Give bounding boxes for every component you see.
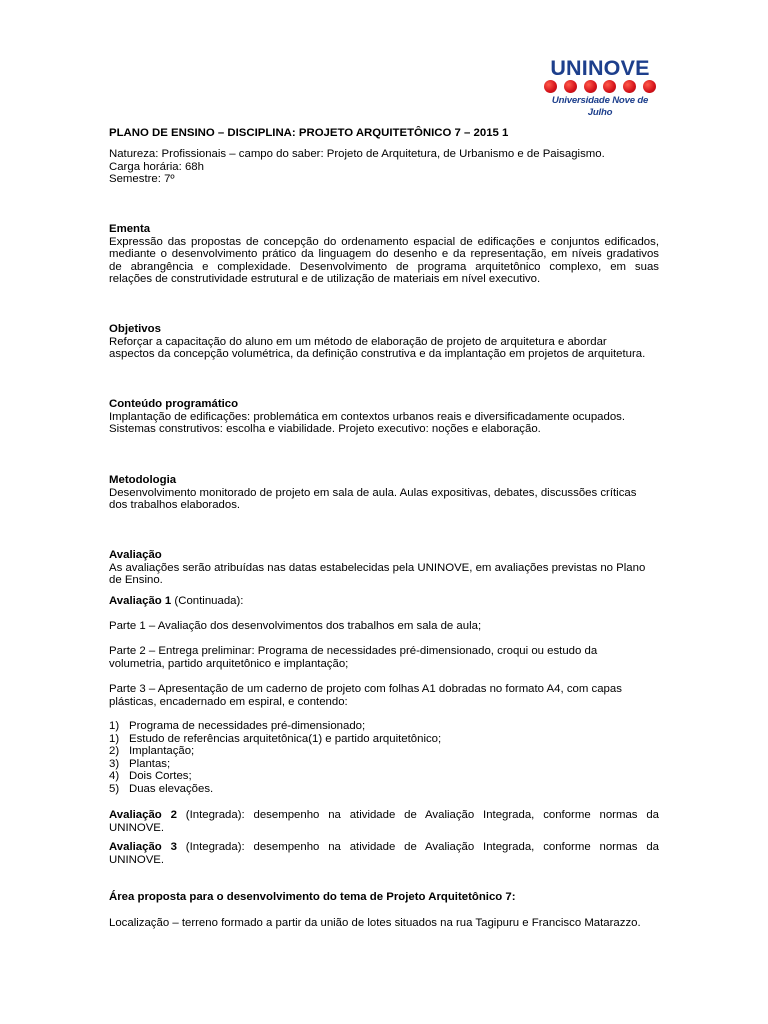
ementa-line: Expressão das propostas de concepção do ordenamento espacial de edificações e conjuntos edificados, (109, 235, 659, 248)
list-item-text: Dois Cortes; (129, 770, 192, 783)
logo-dot (643, 80, 656, 93)
list-item (109, 770, 659, 783)
conteudo-heading: Conteúdo programático (109, 398, 239, 410)
avaliacao-2-text: (Integrada): desempenho na atividade de Avaliação Integrada, conforme normas da (176, 809, 659, 821)
carga-horaria-line: Carga horária: 68h (109, 160, 204, 173)
metodologia-line: dos trabalhos elaborados. (109, 499, 241, 512)
logo-dot (623, 80, 636, 93)
objetivos-line: aspectos da concepção volumétrica, da definição construtiva e da implantação em projetos de arquitetura. (109, 348, 646, 361)
list-item (109, 783, 659, 796)
list-item-number: 1) (109, 720, 120, 732)
list-item (109, 758, 659, 771)
avaliacao-2-line (109, 809, 659, 822)
list-item-text: Implantação; (129, 745, 195, 758)
parte-3-line: Parte 3 – Apresentação de um caderno de projeto com folhas A1 dobradas no formato A4, com capas (109, 683, 622, 695)
caderno-contents-list (109, 720, 659, 796)
list-item-number: 5) (109, 782, 120, 795)
ementa-section (109, 223, 659, 286)
objetivos-line: Reforçar a capacitação do aluno em um método de elaboração de projeto de arquitetura e abordar (109, 335, 607, 348)
metodologia-line: Desenvolvimento monitorado de projeto em sala de aula. Aulas expositivas, debates, discussões críticas (109, 486, 637, 499)
avaliacao-3 (109, 841, 659, 866)
avaliacao-1 (109, 595, 659, 608)
ementa-line: de abrangência e complexidade. Desenvolvimento de programa arquitetônico complexo, em suas (109, 260, 659, 273)
logo-brand-text: UNINOVE (550, 56, 650, 80)
ementa-line: mediante o desenvolvimento prático da linguagem do desenho e da representação, em níveis gradativos (109, 248, 659, 261)
avaliacao-1-label: Avaliação 1 (109, 595, 172, 607)
parte-2-line: volumetria, partido arquitetônico e implantação; (109, 657, 349, 670)
logo-dots (544, 80, 656, 94)
list-item-number: 4) (109, 770, 120, 783)
logo-dot (564, 80, 577, 93)
objetivos-heading: Objetivos (109, 323, 161, 335)
metodologia-heading: Metodologia (109, 474, 177, 486)
course-info (109, 148, 659, 186)
conteudo-line: Sistemas construtivos: escolha e viabilidade. Projeto executivo: noções e elaboração. (109, 423, 541, 436)
parte-2 (109, 645, 659, 670)
avaliacao-2-line: UNINOVE. (109, 821, 165, 834)
list-item-text: Duas elevações. (129, 782, 214, 795)
avaliacao-2-label: Avaliação 2 (109, 809, 177, 821)
avaliacao-3-line: UNINOVE. (109, 853, 165, 866)
uninove-logo (542, 56, 658, 118)
list-item (109, 720, 659, 733)
parte-3 (109, 683, 659, 708)
parte-2-line: Parte 2 – Entrega preliminar: Programa de necessidades pré-dimensionado, croqui ou estudo da (109, 645, 598, 657)
list-item-number: 2) (109, 745, 120, 758)
parte-1-text: Parte 1 – Avaliação dos desenvolvimentos dos trabalhos em sala de aula; (109, 620, 482, 632)
area-heading: Área proposta para o desenvolvimento do tema de Projeto Arquitetônico 7: (109, 891, 516, 903)
list-item-text: Estudo de referências arquitetônica(1) e partido arquitetônico; (129, 732, 442, 745)
avaliacao-1-type: (Continuada): (171, 595, 244, 607)
area-section (109, 891, 659, 904)
list-item-text: Programa de necessidades pré-dimensionado; (129, 720, 366, 732)
logo-dot (584, 80, 597, 93)
avaliacao-3-label: Avaliação 3 (109, 841, 177, 853)
list-item-text: Plantas; (129, 757, 171, 770)
localizacao-text: Localização – terreno formado a partir da união de lotes situados na rua Tagipuru e Francisco Matarazzo. (109, 917, 641, 929)
document-header (109, 127, 659, 140)
ementa-heading: Ementa (109, 223, 151, 235)
conteudo-section (109, 398, 659, 436)
list-item-number: 3) (109, 757, 120, 770)
avaliacao-intro-line: As avaliações serão atribuídas nas datas estabelecidas pela UNINOVE, em avaliações previstas no Plano (109, 561, 646, 574)
list-item (109, 745, 659, 758)
localizacao (109, 917, 659, 930)
logo-subtitle: Universidade Nove de Julho (551, 95, 649, 118)
list-item (109, 733, 659, 746)
metodologia-section (109, 474, 659, 512)
list-item-number: 1) (109, 732, 120, 745)
avaliacao-3-text: (Integrada): desempenho na atividade de Avaliação Integrada, conforme normas da (176, 841, 659, 853)
natureza-line: Natureza: Profissionais – campo do saber: Projeto de Arquitetura, de Urbanismo e de Paisagismo. (109, 148, 605, 160)
objetivos-section (109, 323, 659, 361)
avaliacao-2 (109, 809, 659, 834)
avaliacao-heading: Avaliação (109, 549, 162, 561)
parte-1 (109, 620, 659, 633)
avaliacao-section (109, 549, 659, 587)
logo-dot (544, 80, 557, 93)
parte-3-line: plásticas, encadernado em espiral, e contendo: (109, 695, 348, 708)
avaliacao-3-line (109, 841, 659, 854)
avaliacao-1-line (109, 595, 659, 608)
semestre-line: Semestre: 7º (109, 173, 175, 186)
conteudo-line: Implantação de edificações: problemática em contextos urbanos reais e diversificadamente ocupados. (109, 410, 626, 423)
ementa-line: relações de construtividade estrutural e de utilização de materiais em nível executivo. (109, 273, 541, 286)
avaliacao-intro-line: de Ensino. (109, 574, 163, 587)
document-title: PLANO DE ENSINO – DISCIPLINA: PROJETO ARQUITETÔNICO 7 – 2015 1 (109, 127, 509, 139)
logo-dot (603, 80, 616, 93)
